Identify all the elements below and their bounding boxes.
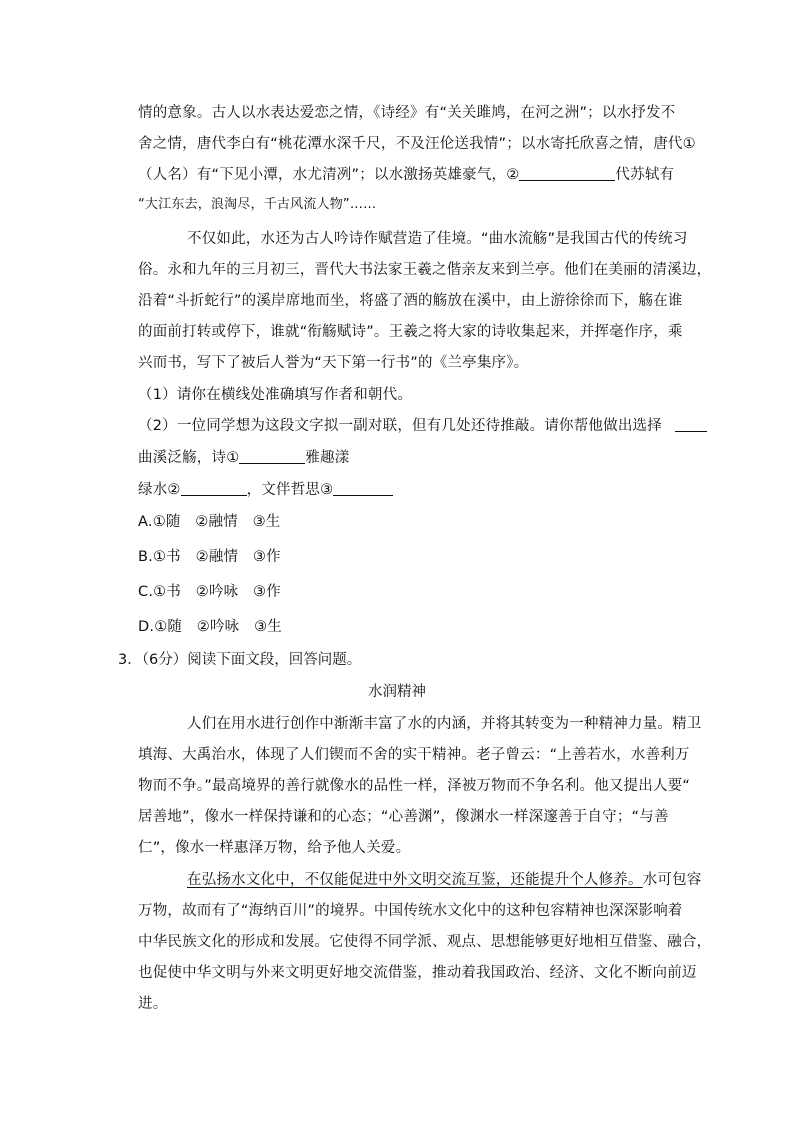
option-letter: A. — [138, 514, 153, 530]
couplet-line-1 — [138, 448, 350, 468]
passage-text: 水可包容 — [642, 872, 702, 888]
couplet-text: 雅趣漾 — [305, 450, 350, 466]
passage-line: “大江东去，浪淘尽，千古风流人物”…… — [138, 197, 377, 212]
question-2 — [138, 416, 707, 436]
passage-line: 也促使中华文明与外来文明更好地交流借鉴，推动着我国政治、经济、文化不断向前迈 — [138, 965, 697, 981]
option-a[interactable] — [138, 512, 280, 532]
passage-line: 不仅如此，水还为古人吟诗作赋营造了佳境。“曲水流觞”是我国古代的传统习 — [187, 231, 688, 247]
option-letter: C. — [138, 584, 154, 600]
couplet-line-2 — [138, 480, 393, 500]
passage-line: 填海、大禹治水，体现了人们锲而不舍的实干精神。老子曾云：“上善若水，水善利万 — [138, 747, 690, 763]
passage-line: 中华民族文化的形成和发展。它使得不同学派、观点、思想能够更好地相互借鉴、融合， — [138, 934, 712, 950]
passage-title: 水润精神 — [368, 684, 426, 700]
answer-blank[interactable] — [239, 449, 305, 464]
couplet-text: 曲溪泛觞，诗① — [138, 450, 240, 466]
option-text: ①书 ②融情 ③作 — [152, 549, 281, 565]
option-text: ①书 ②吟咏 ③作 — [153, 584, 281, 600]
passage-line: 的面前打转或停下，谁就“衔觞赋诗”。王羲之将大家的诗收集起来，并挥毫作序，乘 — [138, 324, 683, 340]
question-1: （1）请你在横线处准确填写作者和朝代。 — [138, 387, 413, 403]
option-c[interactable] — [138, 582, 281, 602]
option-text: ①随 ②吟咏 ③生 — [154, 619, 282, 635]
question-3-header: 3．（6分）阅读下面文段，回答问题。 — [118, 652, 362, 668]
passage-line — [138, 165, 674, 185]
option-text: ①随 ②融情 ③生 — [152, 514, 281, 530]
passage-line: 居善地”，像水一样保持谦和的心态；“心善渊”，像渊水一样深邃善于自守；“与善 — [138, 809, 669, 825]
passage-line: 兴而书，写下了被后人誉为“天下第一行书”的《兰亭集序》。 — [138, 355, 529, 371]
passage-line: 舍之情，唐代李白有“桃花潭水深千尺，不及汪伦送我情”；以水寄托欣喜之情，唐代① — [138, 136, 696, 152]
question-2-stem: （2）一位同学想为这段文字拟一副对联，但有几处还待推敲。请你帮他做出选择 — [138, 418, 662, 434]
couplet-text: 绿水② — [138, 482, 181, 498]
option-letter: B. — [138, 549, 153, 565]
passage-text: 代苏轼有 — [615, 167, 675, 183]
option-letter: D. — [138, 619, 155, 635]
passage-line: 进。 — [138, 996, 168, 1012]
passage-line: 情的意象。古人以水表达爱恋之情，《诗经》有“关关雎鸠，在河之洲”；以水抒发不 — [138, 105, 676, 121]
underlined-sentence: 在弘扬水文化中，不仅能促进中外文明交流互鉴，还能提升个人修养。 — [187, 872, 643, 888]
passage-line: 物而不争。”最高境界的善行就像水的品性一样，泽被万物而不争名利。他又提出人要“ — [138, 778, 691, 794]
option-d[interactable] — [138, 617, 282, 637]
passage-line: 万物，故而有了“海纳百川”的境界。中国传统水文化中的这种包容精神也深深影响着 — [138, 903, 683, 919]
couplet-text: ，文伴哲思③ — [246, 482, 334, 498]
answer-blank[interactable] — [333, 481, 393, 496]
passage-line: 人们在用水进行创作中渐渐丰富了水的内涵，并将其转变为一种精神力量。精卫 — [187, 716, 702, 732]
passage-line — [187, 870, 702, 890]
option-b[interactable] — [138, 547, 281, 567]
passage-text: （人名）有“下见小潭，水尤清冽”；以水激扬英雄豪气，② — [138, 167, 520, 183]
answer-blank[interactable] — [181, 481, 247, 496]
passage-line: 仁”，像水一样惠泽万物，给予他人关爱。 — [138, 840, 411, 856]
answer-blank[interactable] — [519, 166, 615, 181]
passage-line: 俗。永和九年的三月初三，晋代大书法家王羲之偕亲友来到兰亭。他们在美丽的清溪边， — [138, 262, 712, 278]
answer-blank[interactable] — [675, 417, 707, 432]
passage-line: 沿着“斗折蛇行”的溪岸席地而坐，将盛了酒的觞放在溪中，由上游徐徐而下，觞在谁 — [138, 293, 683, 309]
